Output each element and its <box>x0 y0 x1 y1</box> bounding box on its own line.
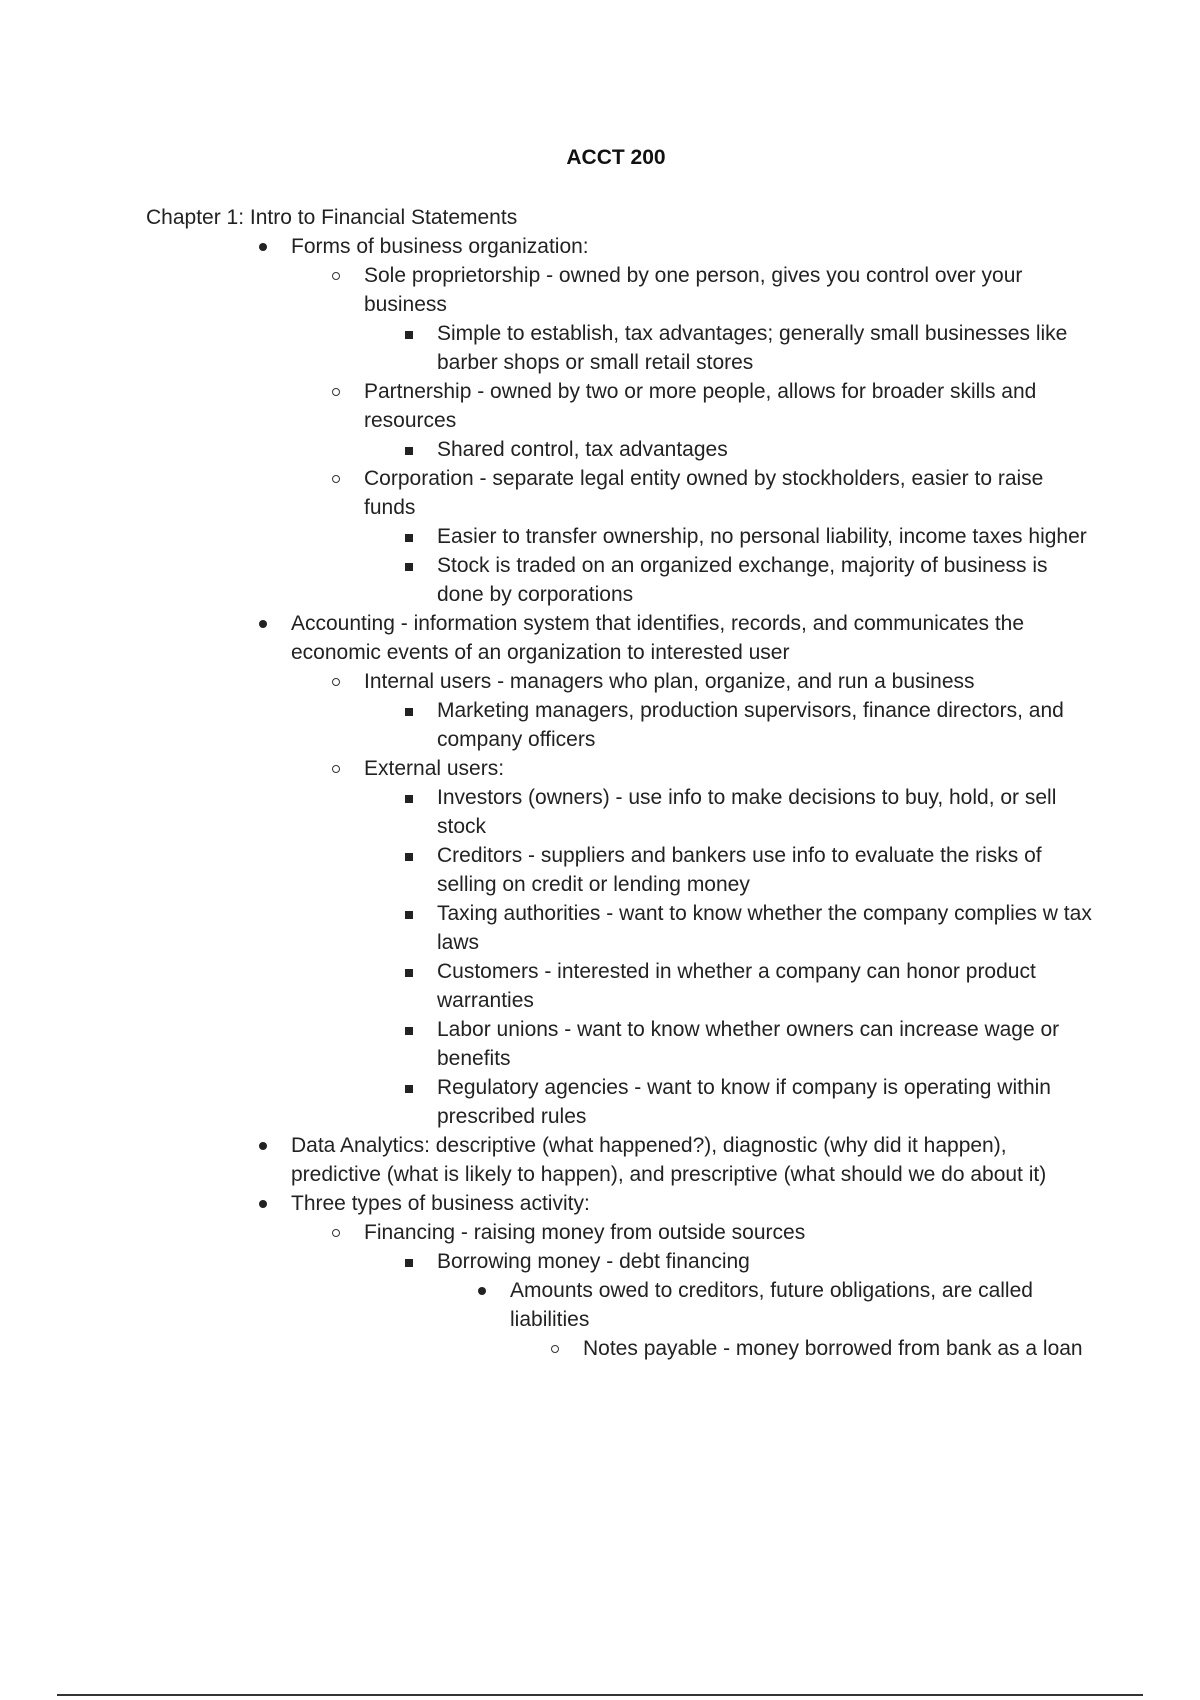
square-bullet-icon <box>401 1247 421 1276</box>
outline-item-text: Marketing managers, production supervisors, finance directors, and company officers <box>437 699 1064 751</box>
outline-item <box>437 435 1097 464</box>
outline-item <box>437 1015 1097 1073</box>
outline-item <box>510 1276 1097 1363</box>
outline-item <box>437 899 1097 957</box>
outline-level-3 <box>364 783 1097 1131</box>
outline-item-text: Regulatory agencies - want to know if company is operating within prescribed rules <box>437 1076 1051 1128</box>
outline-item-text: Internal users - managers who plan, organize, and run a business <box>364 670 975 693</box>
outline-level-5 <box>510 1334 1097 1363</box>
disc-bullet-icon <box>474 1276 494 1305</box>
outline-item <box>437 696 1097 754</box>
square-bullet-icon <box>401 696 421 725</box>
outline-item-text: Partnership - owned by two or more people, allows for broader skills and resources <box>364 380 1037 432</box>
outline-item <box>437 522 1097 551</box>
outline-item <box>364 667 1097 754</box>
disc-bullet-icon <box>255 609 275 638</box>
outline-item-text: Corporation - separate legal entity owned by stockholders, easier to raise funds <box>364 467 1044 519</box>
outline-item <box>364 377 1097 464</box>
square-bullet-icon <box>401 957 421 986</box>
outline-level-2 <box>291 1218 1097 1363</box>
square-bullet-icon <box>401 783 421 812</box>
outline-item <box>437 319 1097 377</box>
outline-item-text: Stock is traded on an organized exchange, majority of business is done by corporations <box>437 554 1048 606</box>
outline-item <box>437 1247 1097 1363</box>
outline-item <box>583 1334 1097 1363</box>
disc-bullet-icon <box>255 232 275 261</box>
outline-level-1 <box>146 232 1096 1363</box>
outline-item-text: Investors (owners) - use info to make decisions to buy, hold, or sell stock <box>437 786 1057 838</box>
outline-item <box>291 609 1097 1131</box>
outline-level-4 <box>437 1276 1097 1363</box>
page-title: ACCT 200 <box>566 146 666 169</box>
outline-level-3 <box>364 319 1097 377</box>
outline-item-text: Simple to establish, tax advantages; generally small businesses like barber shops or small retail stores <box>437 322 1068 374</box>
outline-item-text: Notes payable - money borrowed from bank as a loan <box>583 1337 1083 1360</box>
disc-bullet-icon <box>255 1131 275 1160</box>
square-bullet-icon <box>401 522 421 551</box>
outline-item-text: Labor unions - want to know whether owners can increase wage or benefits <box>437 1018 1060 1070</box>
outline-level-3 <box>364 1247 1097 1363</box>
outline-level-2 <box>291 667 1097 1131</box>
outline-item <box>291 1131 1097 1189</box>
outline-item-text: Easier to transfer ownership, no personal liability, income taxes higher <box>437 525 1087 548</box>
outline-item <box>437 841 1097 899</box>
disc-bullet-icon <box>255 1189 275 1218</box>
circle-bullet-icon <box>328 261 348 290</box>
outline-item-text: Accounting - information system that identifies, records, and communicates the economic events of an organization to interested user <box>291 612 1025 664</box>
outline-item-text: Borrowing money - debt financing <box>437 1250 750 1273</box>
outline-item <box>437 783 1097 841</box>
square-bullet-icon <box>401 551 421 580</box>
circle-bullet-icon <box>328 1218 348 1247</box>
outline-item-text: External users: <box>364 757 505 780</box>
square-bullet-icon <box>401 841 421 870</box>
outline-item-text: Taxing authorities - want to know whether the company complies w tax laws <box>437 902 1092 954</box>
outline-level-2 <box>291 261 1097 609</box>
square-bullet-icon <box>401 899 421 928</box>
circle-bullet-icon <box>328 377 348 406</box>
outline-level-3 <box>364 435 1097 464</box>
circle-bullet-icon <box>328 667 348 696</box>
square-bullet-icon <box>401 1015 421 1044</box>
outline-item <box>364 464 1097 609</box>
circle-bullet-icon <box>328 464 348 493</box>
square-bullet-icon <box>401 319 421 348</box>
outline-item-text: Amounts owed to creditors, future obligations, are called liabilities <box>510 1279 1033 1331</box>
outline-item-text: Creditors - suppliers and bankers use info to evaluate the risks of selling on credit or lending money <box>437 844 1042 896</box>
circle-bullet-icon <box>547 1334 567 1363</box>
outline-item-text: Three types of business activity: <box>291 1192 590 1215</box>
outline-item <box>437 1073 1097 1131</box>
outline-item <box>437 957 1097 1015</box>
footer-rule <box>57 1694 1143 1696</box>
outline-item <box>437 551 1097 609</box>
outline-item-text: Forms of business organization: <box>291 235 589 258</box>
outline-item <box>291 232 1097 609</box>
outline-item-text: Shared control, tax advantages <box>437 438 728 461</box>
outline-item-text: Financing - raising money from outside sources <box>364 1221 806 1244</box>
chapter-heading: Chapter 1: Intro to Financial Statements <box>146 206 518 229</box>
outline-level-3 <box>364 522 1097 609</box>
outline-item-text: Customers - interested in whether a company can honor product warranties <box>437 960 1036 1012</box>
outline-item-text: Sole proprietorship - owned by one person, gives you control over your business <box>364 264 1023 316</box>
square-bullet-icon <box>401 1073 421 1102</box>
outline-item <box>364 1218 1097 1363</box>
square-bullet-icon <box>401 435 421 464</box>
outline-level-3 <box>364 696 1097 754</box>
outline-item <box>364 754 1097 1131</box>
circle-bullet-icon <box>328 754 348 783</box>
outline-item <box>291 1189 1097 1363</box>
outline-item-text: Data Analytics: descriptive (what happened?), diagnostic (why did it happen), predictive (what is likely to happen), and prescriptive (what should we do about it) <box>291 1134 1047 1186</box>
outline-item <box>364 261 1097 377</box>
notes-outline <box>146 232 1096 1363</box>
